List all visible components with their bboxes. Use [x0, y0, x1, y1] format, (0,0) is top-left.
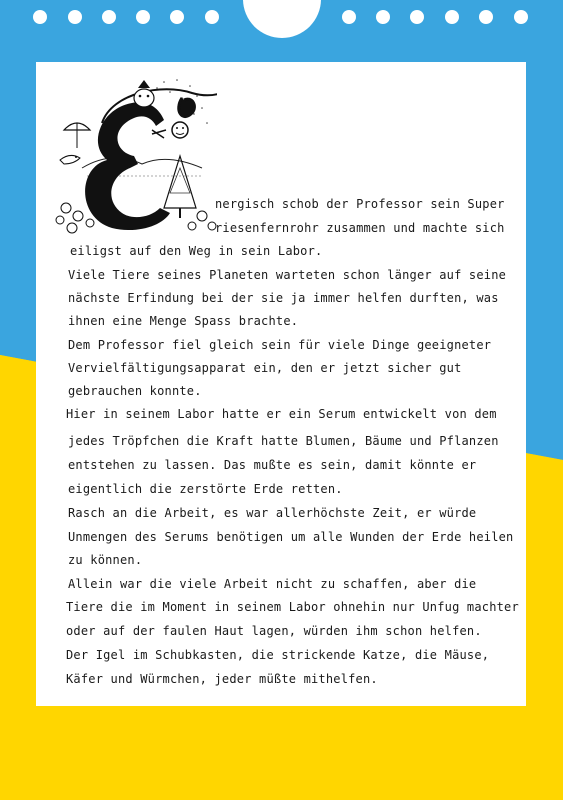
binding-hole — [170, 10, 184, 24]
binding-hole — [33, 10, 47, 24]
text-line: eiligst auf den Weg in sein Labor. — [70, 244, 323, 258]
text-line: oder auf der faulen Haut lagen, würden ihm schon helfen. — [66, 624, 482, 638]
binding-hole — [136, 10, 150, 24]
binding-hole — [410, 10, 424, 24]
text-line: Dem Professor fiel gleich sein für viele Dinge geeigneter — [68, 338, 492, 352]
text-line: ihnen eine Menge Spass brachte. — [68, 314, 299, 328]
text-line: nergisch schob der Professor sein Super — [215, 197, 505, 211]
text-line: Der Igel im Schubkasten, die strickende Katze, die Mäuse, — [66, 648, 490, 662]
text-line: Vervielfältigungsapparat ein, den er jetzt sicher gut — [68, 361, 462, 375]
text-line: jedes Tröpfchen die Kraft hatte Blumen, Bäume und Pflanzen — [68, 434, 499, 448]
text-line: Allein war die viele Arbeit nicht zu schaffen, aber die — [68, 577, 477, 591]
binding-hole — [68, 10, 82, 24]
binding-hole — [342, 10, 356, 24]
text-line: entstehen zu lassen. Das mußte es sein, damit könnte er — [68, 458, 477, 472]
text-line: riesenfernrohr zusammen und machte sich — [215, 221, 505, 235]
text-line: Hier in seinem Labor hatte er ein Serum entwickelt von dem — [66, 407, 497, 421]
text-line: gebrauchen konnte. — [68, 384, 202, 398]
drop-cap-illustration-icon — [52, 68, 217, 238]
text-line: Tiere die im Moment in seinem Labor ohnehin nur Unfug machter — [66, 600, 519, 614]
binding-hole — [479, 10, 493, 24]
text-line: Unmengen des Serums benötigen um alle Wunden der Erde heilen — [68, 530, 514, 544]
text-line: zu können. — [68, 553, 143, 567]
text-line: Käfer und Würmchen, jeder müßte mithelfen. — [66, 672, 378, 686]
binding-hole — [514, 10, 528, 24]
binding-hole — [445, 10, 459, 24]
binding-hole — [205, 10, 219, 24]
binding-hole — [376, 10, 390, 24]
text-line: eigentlich die zerstörte Erde retten. — [68, 482, 343, 496]
text-line: Viele Tiere seines Planeten warteten schon länger auf seine — [68, 268, 507, 282]
text-line: Rasch an die Arbeit, es war allerhöchste Zeit, er würde — [68, 506, 477, 520]
text-line: nächste Erfindung bei der sie ja immer helfen durften, was — [68, 291, 499, 305]
binding-hole — [102, 10, 116, 24]
